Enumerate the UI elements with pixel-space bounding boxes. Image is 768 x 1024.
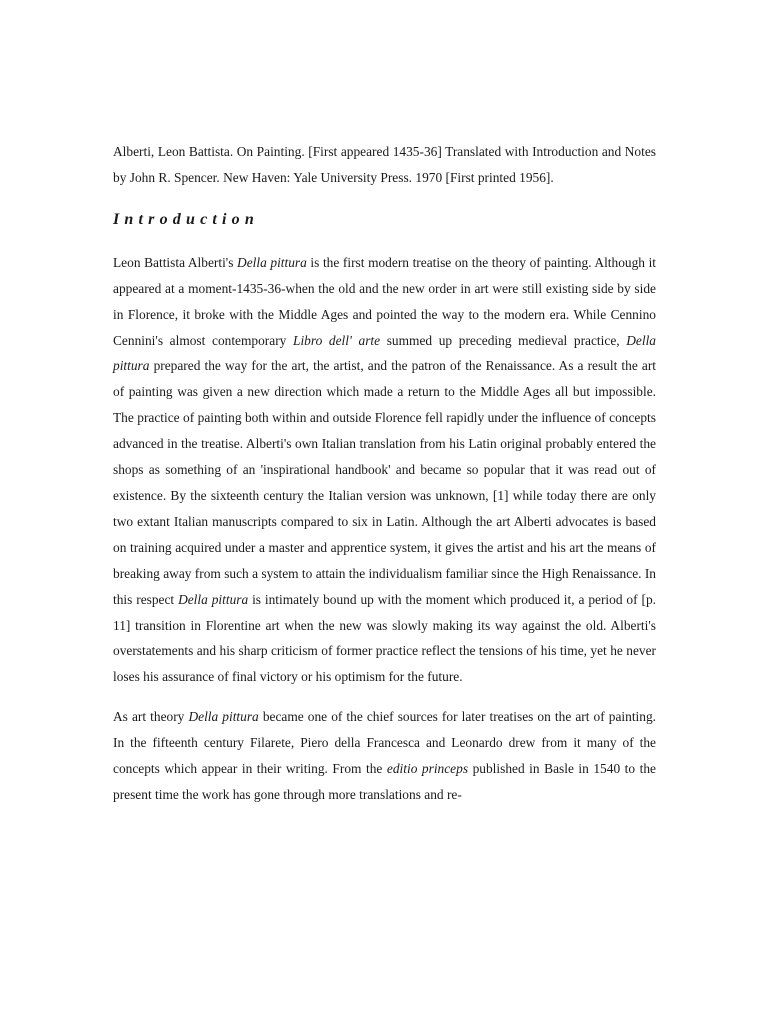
italic-title-text: Libro dell' arte bbox=[293, 332, 381, 348]
italic-title-text: Della pittura bbox=[188, 709, 259, 725]
italic-title-text: Della pittura bbox=[178, 591, 249, 607]
paragraph-text: Leon Battista Alberti's bbox=[113, 254, 238, 270]
document-page bbox=[113, 139, 656, 808]
bibliographic-citation: Alberti, Leon Battista. On Painting. [First appeared 1435-36] Translated with Introduction and Notes by John R. Spencer. New Haven: Yale University Press. 1970 [First printed 1956]. bbox=[113, 144, 656, 185]
section-heading: Introduction bbox=[113, 210, 259, 228]
paragraph-text: is intimately bound up with the moment which produced it, a period of [p. 11] transition in Florentine art when the new was slowly making its way against the old. Alberti's overstatements and his sharp criticism of former practice reflect the tensions of his time, yet he never loses his assurance of final victory or his optimism for the future. bbox=[113, 591, 656, 685]
paragraph-text: is the first modern treatise on the theory of painting. Although it appeared at a moment-1435-36-when the old and the new order in art were still existing side by side in Florence, it broke with the Middle Ages and pointed the way to the modern era. While Cennino Cennini's almost contemporary bbox=[113, 254, 657, 348]
paragraph-text: summed up preceding medieval practice, bbox=[380, 332, 627, 348]
italic-title-text: Della pittura bbox=[237, 254, 307, 270]
paragraph-text: prepared the way for the art, the artist, and the patron of the Renaissance. As a result the art of painting was given a new direction which made a return to the Middle Ages all but impossible. The practice of painting both within and outside Florence fell rapidly under the influence of concepts advanced in the treatise. Alberti's own Italian translation from his Latin original probably entered the shops as something of an 'inspirational handbook' and became so popular that it was read out of existence. By the sixteenth century the Italian version was unknown, [1] while today there are only two extant Italian manuscripts compared to six in Latin. Although the art Alberti advocates is based on training acquired under a master and apprentice system, it gives the artist and his art the means of breaking away from such a system to attain the individualism familiar since the High Renaissance. In this respect bbox=[113, 358, 656, 607]
body-paragraph bbox=[113, 704, 656, 808]
italic-title-text: Della pittura bbox=[113, 332, 656, 374]
paragraph-text: became one of the chief sources for later treatises on the art of painting. In the fifteenth century Filarete, Piero della Francesca and Leonardo drew from it many of the concepts which appear in their writing. From the bbox=[113, 709, 656, 777]
paragraph-text: published in Basle in 1540 to the present time the work has gone through more translations and re- bbox=[113, 761, 656, 802]
paragraph-text: As art theory bbox=[113, 709, 189, 725]
body-paragraph bbox=[113, 250, 656, 690]
italic-title-text: editio princeps bbox=[386, 761, 469, 777]
